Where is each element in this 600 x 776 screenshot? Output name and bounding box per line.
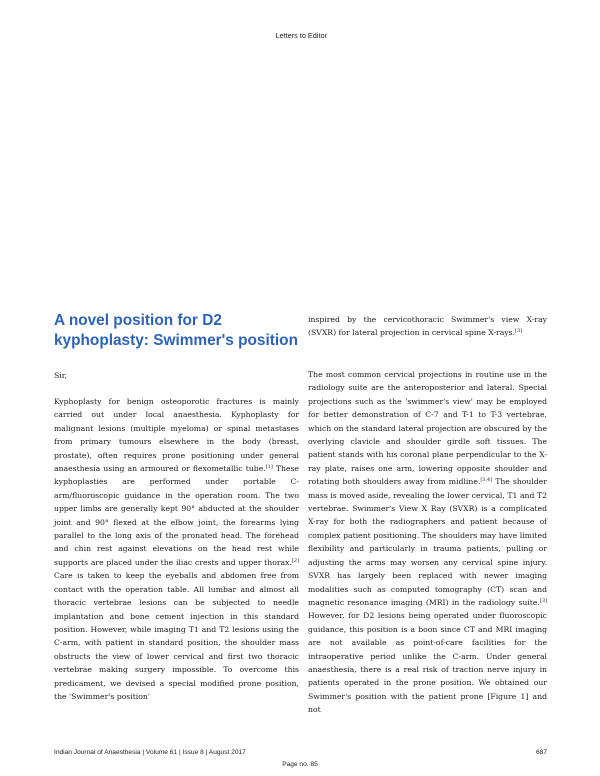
footer-separator: | [178,749,181,756]
body-paragraph: The most common cervical projections in routine use in the radiology suite are the anteroposterior and lateral. Special projections such as the 'swimmer's view' may be employed for better demonstration of C-7 and T-1 to T-3 vertebrae, which on the standard lateral projection are obscured by the overlying clavicle and shoulder girdle soft tissues. The patient stands with his coronal plane perpendicular to the X-ray plate, raises one arm, lowering opposite shoulder and rotating both shoulders away from midline.[3,4] The shoulder mass is moved aside, revealing the lower cervical, T1 and T2 vertebrae. Swimmer's View X Ray (SVXR) is a complicated X-ray for both the radiographers and patient because of complex patient positioning. The shoulders may have limited flexibility and particularly in trauma patients, pulling or adjusting the arms may worsen any cervical spine injury. SVXR has largely been replaced with newer imaging modalities such as computed tomography (CT) scan and magnetic resonance imaging (MRI) in the radiology suite.[3] However, for D2 lesions being operated under fluoroscopic guidance, this position is a boon since CT and MRI imaging are not available as point-of-care facilities for the intraoperative period unlike the C-arm. Under general anaesthesia, there is a real risk of traction nerve injury in patients operated in the prone position. We obtained our Swimmer's position with the patient prone [Figure 1] and not [308,370,547,715]
journal-date: August 2017 [208,749,246,756]
article-title: A novel position for D2 kyphoplasty: Swimmer's position [54,312,298,349]
footer-separator: | [205,749,208,756]
journal-volume: Volume 61 [145,749,178,756]
footer-separator: | [142,749,145,756]
running-head: Letters to Editor [275,31,327,40]
body-paragraph: inspired by the cervicothoracic Swimmer's view X-ray (SVXR) for lateral projection in cervical spine X-rays.[3] [308,315,547,338]
salutation: Sir, [54,371,67,380]
citation-ref: [3] [539,597,547,604]
citation-ref: [3] [515,328,523,335]
journal-issue: Issue 8 [182,749,204,756]
citation-ref: [1] [265,464,273,471]
citation-ref: [2] [291,557,299,564]
journal-name: Indian Journal of Anaesthesia [54,749,141,756]
citation-ref: [3,4] [480,477,493,484]
right-column [308,368,547,717]
body-paragraph: Kyphoplasty for benign osteoporotic fractures is mainly carried out under local anaesthesia. Kyphoplasty for malignant lesions (multiple myeloma) or spinal metastases from primary tumours elsewhere in the body (breast, prostate), often requires prone positioning under general anaesthesia using an armoured or flexometallic tube.[1] These kyphoplasties are performed under portable C-arm/fluoroscopic guidance in the operation room. The two upper limbs are generally kept 90° abducted at the shoulder joint and 90° flexed at the elbow joint, the forearms lying parallel to the long axis of the pronated head. The forehead and chin rest against elevations on the head rest while supports are placed under the iliac crests and upper thorax.[2] Care is taken to keep the eyeballs and abdomen free from contact with the operation table. All lumbar and almost all thoracic vertebrae lesions can be subjected to needle implantation and bone cement injection in this standard position. However, while imaging T1 and T2 lesions using the C-arm, with patient in standard position, the shoulder mass obstructs the view of lower cervical and first two thoracic vertebrae making surgery impossible. To overcome this predicament, we devised a special modified prone position, the 'Swimmer's position' [54,397,299,701]
page-label: Page no. 85 [282,761,318,768]
page-number: 687 [535,749,547,756]
right-column-continuation [308,313,547,340]
left-column [54,395,299,703]
footer-citation [54,749,246,756]
